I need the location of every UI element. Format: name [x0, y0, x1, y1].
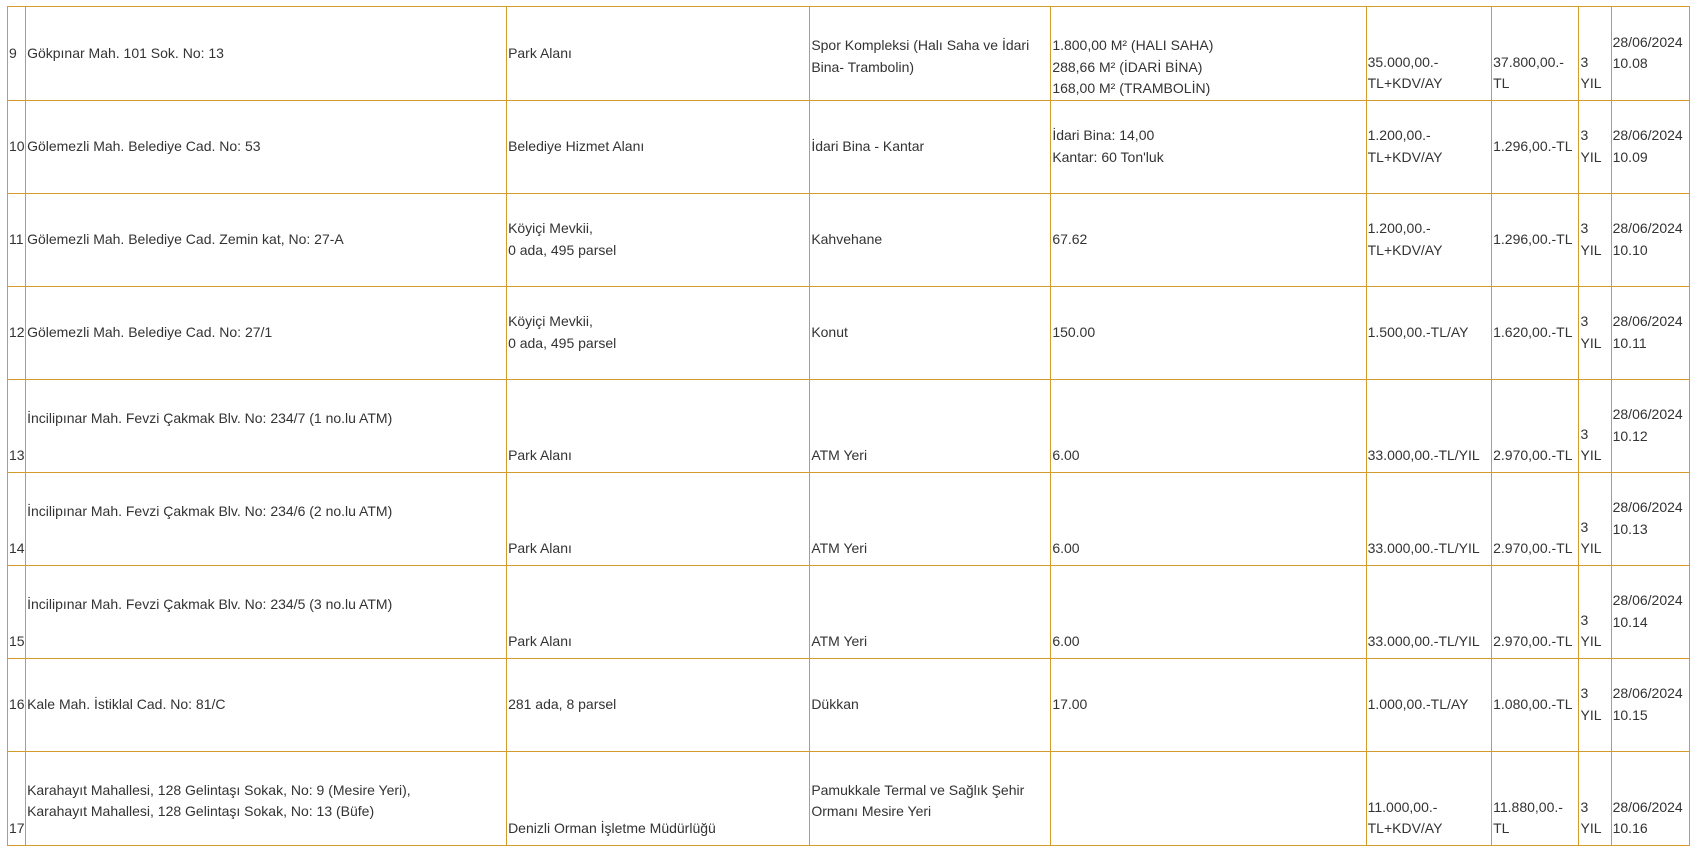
tender-date-cell-line: 10.08	[1612, 55, 1648, 72]
rent-with-vat-cell-line: 2.970,00.-TL	[1493, 633, 1573, 649]
address-cell	[26, 7, 507, 101]
address-cell-line: İncilipınar Mah. Fevzi Çakmak Blv. No: 234/6 (2 no.lu ATM)	[27, 502, 393, 519]
size-cell-line: 168,00 M² (TRAMBOLİN)	[1052, 80, 1211, 96]
duration-cell-line: 3	[1580, 611, 1589, 628]
table-row	[8, 658, 1690, 751]
usage-cell-line: Ormanı Mesire Yeri	[811, 803, 932, 819]
area-cell-line: Park Alanı	[508, 540, 572, 556]
size-cell-line: Kantar: 60 Ton'luk	[1052, 148, 1164, 165]
rent-cell	[1366, 193, 1492, 286]
row-number: 12	[8, 286, 26, 379]
area-cell-line: Park Alanı	[508, 44, 572, 61]
table-row	[8, 751, 1690, 845]
rent-cell	[1366, 751, 1492, 845]
usage-cell	[810, 565, 1051, 658]
usage-cell	[810, 658, 1051, 751]
tender-date-cell-line: 28/06/2024	[1612, 499, 1683, 515]
tender-date-cell-line: 10.11	[1612, 334, 1647, 351]
address-cell-line: İncilipınar Mah. Fevzi Çakmak Blv. No: 234/5 (3 no.lu ATM)	[27, 595, 393, 612]
rent-cell-line: 1.500,00.-TL/AY	[1367, 323, 1469, 340]
rent-cell	[1366, 565, 1492, 658]
address-cell-line: İncilipınar Mah. Fevzi Çakmak Blv. No: 234/7 (1 no.lu ATM)	[27, 409, 393, 426]
tender-date-cell-line: 10.10	[1612, 241, 1648, 258]
address-cell	[26, 565, 507, 658]
rent-with-vat-cell-line: 11.880,00.-	[1493, 798, 1563, 815]
size-cell-line: 6.00	[1052, 633, 1080, 649]
usage-cell	[810, 472, 1051, 565]
address-cell	[26, 100, 507, 193]
duration-cell-line: YIL	[1580, 540, 1602, 556]
tender-date-cell-line: 28/06/2024	[1612, 220, 1683, 236]
row-number: 16	[8, 658, 26, 751]
area-cell-line: Belediye Hizmet Alanı	[508, 137, 645, 154]
address-cell-line: Karahayıt Mahallesi, 128 Gelintaşı Sokak, No: 13 (Büfe)	[27, 803, 375, 819]
row-number: 10	[8, 100, 26, 193]
tender-date-cell	[1611, 7, 1689, 101]
area-cell	[507, 472, 810, 565]
size-cell	[1051, 379, 1366, 472]
area-cell-line: Park Alanı	[508, 633, 572, 649]
size-cell	[1051, 658, 1366, 751]
duration-cell-line: 3	[1580, 127, 1589, 143]
usage-cell-line: Spor Kompleksi (Halı Saha ve İdari	[811, 37, 1030, 53]
tender-date-cell-line: 28/06/2024	[1612, 685, 1683, 701]
address-cell-line: Gölemezli Mah. Belediye Cad. No: 27/1	[27, 323, 273, 340]
size-cell	[1051, 193, 1366, 286]
address-cell-line: Karahayıt Mahallesi, 128 Gelintaşı Sokak, No: 9 (Mesire Yeri),	[27, 781, 411, 798]
rent-cell-line: 33.000,00.-TL/YIL	[1367, 633, 1480, 649]
address-cell	[26, 472, 507, 565]
rent-cell	[1366, 286, 1492, 379]
usage-cell-line: Kahvehane	[811, 230, 883, 247]
rent-with-vat-cell	[1492, 658, 1579, 751]
area-cell	[507, 100, 810, 193]
size-cell-line: 288,66 M² (İDARİ BİNA)	[1052, 58, 1203, 75]
address-cell	[26, 286, 507, 379]
table-row	[8, 286, 1690, 379]
rent-cell-line: 35.000,00.-	[1367, 53, 1439, 70]
size-cell	[1051, 472, 1366, 565]
rent-with-vat-cell	[1492, 379, 1579, 472]
rent-cell-line: 33.000,00.-TL/YIL	[1367, 540, 1480, 556]
size-cell	[1051, 286, 1366, 379]
duration-cell-line: YIL	[1580, 447, 1602, 463]
rent-with-vat-cell	[1492, 193, 1579, 286]
tender-date-cell	[1611, 100, 1689, 193]
tender-date-cell	[1611, 286, 1689, 379]
rent-cell-line: 1.200,00.-	[1367, 127, 1431, 143]
duration-cell-line: 3	[1580, 798, 1589, 815]
tender-date-cell-line: 28/06/2024	[1612, 127, 1683, 143]
rent-cell	[1366, 658, 1492, 751]
rent-with-vat-cell-line: 2.970,00.-TL	[1493, 540, 1573, 556]
area-cell	[507, 286, 810, 379]
area-cell-line: Denizli Orman İşletme Müdürlüğü	[508, 820, 716, 836]
duration-cell-line: YIL	[1580, 820, 1602, 836]
tender-table	[7, 6, 1690, 846]
rent-with-vat-cell	[1492, 565, 1579, 658]
rent-cell-line: TL+KDV/AY	[1367, 820, 1443, 836]
table-row	[8, 7, 1690, 101]
tender-date-cell-line: 10.16	[1612, 820, 1648, 836]
rent-with-vat-cell-line: 37.800,00.-	[1493, 53, 1564, 70]
usage-cell-line: Pamukkale Termal ve Sağlık Şehir	[811, 781, 1025, 798]
duration-cell	[1579, 7, 1611, 101]
row-number: 11	[8, 193, 26, 286]
duration-cell	[1579, 565, 1611, 658]
rent-with-vat-cell	[1492, 751, 1579, 845]
duration-cell-line: YIL	[1580, 633, 1602, 649]
table-row	[8, 379, 1690, 472]
area-cell-line: Park Alanı	[508, 447, 572, 463]
usage-cell	[810, 286, 1051, 379]
table-row	[8, 100, 1690, 193]
duration-cell-line: YIL	[1580, 334, 1602, 351]
tender-date-cell-line: 28/06/2024	[1612, 798, 1683, 815]
size-cell	[1051, 7, 1366, 101]
duration-cell	[1579, 658, 1611, 751]
tender-date-cell	[1611, 565, 1689, 658]
rent-cell-line: 33.000,00.-TL/YIL	[1367, 447, 1480, 463]
row-number: 15	[8, 565, 26, 658]
area-cell	[507, 193, 810, 286]
tender-date-cell-line: 28/06/2024	[1612, 406, 1683, 422]
duration-cell-line: 3	[1580, 685, 1589, 701]
tender-date-cell-line: 10.13	[1612, 520, 1648, 537]
table-row	[8, 565, 1690, 658]
area-cell-line: 0 ada, 495 parsel	[508, 334, 617, 351]
rent-cell-line: 11.000,00.-	[1367, 798, 1438, 815]
area-cell	[507, 751, 810, 845]
area-cell	[507, 658, 810, 751]
table-row	[8, 193, 1690, 286]
duration-cell	[1579, 100, 1611, 193]
usage-cell-line: Dükkan	[811, 695, 859, 712]
tender-date-cell-line: 10.12	[1612, 427, 1648, 444]
usage-cell	[810, 193, 1051, 286]
rent-with-vat-cell-line: TL	[1493, 75, 1510, 91]
usage-cell	[810, 751, 1051, 845]
tender-date-cell-line: 10.15	[1612, 706, 1648, 723]
address-cell-line: Gölemezli Mah. Belediye Cad. Zemin kat, No: 27-A	[27, 230, 344, 247]
size-cell-line: 6.00	[1052, 540, 1080, 556]
rent-with-vat-cell-line: 1.296,00.-TL	[1493, 137, 1573, 154]
address-cell	[26, 658, 507, 751]
tender-date-cell-line: 10.09	[1612, 148, 1648, 165]
duration-cell-line: 3	[1580, 313, 1589, 329]
size-cell-line: 17.00	[1052, 695, 1088, 712]
size-cell	[1051, 100, 1366, 193]
usage-cell	[810, 379, 1051, 472]
rent-cell-line: TL+KDV/AY	[1367, 148, 1443, 165]
tender-date-cell	[1611, 379, 1689, 472]
usage-cell-line: ATM Yeri	[811, 540, 868, 556]
duration-cell-line: 3	[1580, 518, 1589, 535]
duration-cell-line: YIL	[1580, 148, 1602, 165]
usage-cell-line: ATM Yeri	[811, 633, 868, 649]
usage-cell-line: ATM Yeri	[811, 447, 868, 463]
duration-cell	[1579, 286, 1611, 379]
duration-cell-line: 3	[1580, 220, 1589, 236]
rent-cell-line: 1.200,00.-	[1367, 220, 1431, 236]
duration-cell-line: 3	[1580, 53, 1589, 70]
address-cell	[26, 379, 507, 472]
rent-with-vat-cell	[1492, 286, 1579, 379]
area-cell	[507, 379, 810, 472]
size-cell	[1051, 565, 1366, 658]
duration-cell	[1579, 472, 1611, 565]
tender-date-cell	[1611, 193, 1689, 286]
rent-cell	[1366, 100, 1492, 193]
tender-date-cell-line: 28/06/2024	[1612, 33, 1683, 50]
tender-date-cell	[1611, 472, 1689, 565]
rent-with-vat-cell	[1492, 100, 1579, 193]
rent-with-vat-cell-line: TL	[1493, 820, 1510, 836]
size-cell-line: 1.800,00 M² (HALI SAHA)	[1052, 37, 1214, 53]
rent-cell	[1366, 379, 1492, 472]
rent-with-vat-cell	[1492, 472, 1579, 565]
rent-cell-line: TL+KDV/AY	[1367, 75, 1443, 91]
address-cell	[26, 751, 507, 845]
row-number: 9	[8, 7, 26, 101]
size-cell	[1051, 751, 1366, 845]
usage-cell	[810, 100, 1051, 193]
row-number: 14	[8, 472, 26, 565]
area-cell-line: 0 ada, 495 parsel	[508, 241, 617, 258]
duration-cell	[1579, 751, 1611, 845]
duration-cell-line: YIL	[1580, 75, 1602, 91]
area-cell-line: Köyiçi Mevkii,	[508, 313, 593, 329]
rent-with-vat-cell-line: 1.080,00.-TL	[1493, 695, 1573, 712]
tender-date-cell	[1611, 658, 1689, 751]
area-cell	[507, 565, 810, 658]
tender-date-cell-line: 10.14	[1612, 613, 1648, 630]
row-number: 13	[8, 379, 26, 472]
rent-cell	[1366, 7, 1492, 101]
tender-date-cell-line: 28/06/2024	[1612, 592, 1683, 608]
size-cell-line: 6.00	[1052, 447, 1080, 463]
rent-cell-line: 1.000,00.-TL/AY	[1367, 695, 1469, 712]
area-cell-line: Köyiçi Mevkii,	[508, 220, 593, 236]
table-body	[8, 7, 1690, 846]
duration-cell	[1579, 379, 1611, 472]
address-cell-line: Kale Mah. İstiklal Cad. No: 81/C	[27, 695, 226, 712]
area-cell	[507, 7, 810, 101]
rent-with-vat-cell-line: 1.296,00.-TL	[1493, 230, 1573, 247]
rent-with-vat-cell-line: 2.970,00.-TL	[1493, 447, 1573, 463]
usage-cell-line: Bina- Trambolin)	[811, 58, 915, 75]
usage-cell-line: İdari Bina - Kantar	[811, 137, 925, 154]
size-cell-line: 150.00	[1052, 323, 1096, 340]
tender-date-cell	[1611, 751, 1689, 845]
rent-with-vat-cell	[1492, 7, 1579, 101]
area-cell-line: 281 ada, 8 parsel	[508, 695, 617, 712]
duration-cell-line: YIL	[1580, 241, 1602, 258]
tender-table-container	[7, 6, 1690, 846]
rent-cell-line: TL+KDV/AY	[1367, 241, 1443, 258]
duration-cell-line: YIL	[1580, 706, 1602, 723]
duration-cell	[1579, 193, 1611, 286]
usage-cell	[810, 7, 1051, 101]
row-number: 17	[8, 751, 26, 845]
address-cell-line: Gölemezli Mah. Belediye Cad. No: 53	[27, 137, 261, 154]
address-cell	[26, 193, 507, 286]
tender-date-cell-line: 28/06/2024	[1612, 313, 1683, 329]
size-cell-line: İdari Bina: 14,00	[1052, 127, 1155, 143]
size-cell-line: 67.62	[1052, 230, 1088, 247]
usage-cell-line: Konut	[811, 323, 848, 340]
address-cell-line: Gökpınar Mah. 101 Sok. No: 13	[27, 44, 224, 61]
duration-cell-line: 3	[1580, 425, 1589, 442]
rent-cell	[1366, 472, 1492, 565]
table-row	[8, 472, 1690, 565]
rent-with-vat-cell-line: 1.620,00.-TL	[1493, 323, 1573, 340]
